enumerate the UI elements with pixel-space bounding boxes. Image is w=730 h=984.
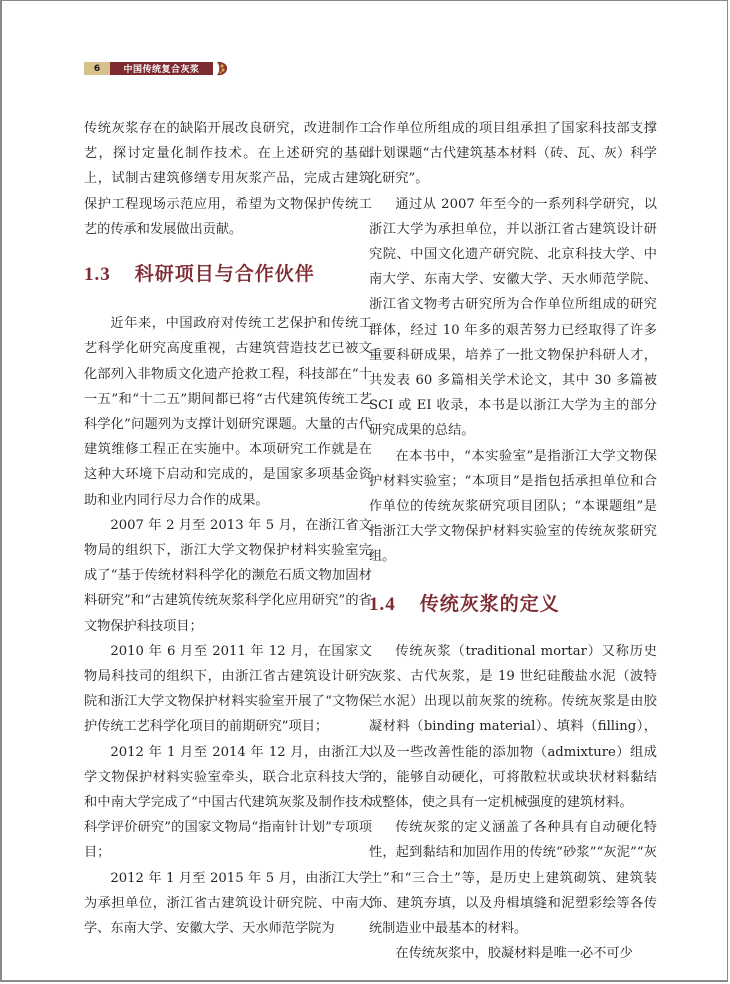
section-heading-1-3 (84, 262, 372, 287)
paragraph: 2012 年 1 月至 2014 年 12 月，由浙江大学文物保护材料实验室牵头，联合北京科技大学和中南大学完成了“中国古代建筑灰浆及制作技术科学评价研究”的国家文物局“指南针计划”专项项目； (84, 744, 372, 861)
book-title: 中国传统复合灰浆 (110, 62, 213, 75)
paragraph: 通过从 2007 年至今的一系列科学研究，以浙江大学为承担单位，并以浙江省古建筑设计研究院、中国文化遗产研究院、北京科技大学、中南大学、东南大学、安徽大学、天水师范学院、浙江省文物考古研究所为合作单位所组成的研究群体，经过 10 年多的艰苦努力已经取得了许多重要科研成果，培养了一批文物保护科研人才，共发表 60 多篇相关学术论文，其中 30 多篇被 SCI 或 EI 收录，本书是以浙江大学为主的部分研究成果的总结。 (369, 196, 657, 439)
paragraph: 2007 年 2 月至 2013 年 5 月，在浙江省文物局的组织下，浙江大学文物保护材料实验室完成了“基于传统材料科学化的濒危石质文物加固材料研究”和“古建筑传统灰浆科学化应用研究”的省文物保护科技项目； (84, 517, 372, 634)
section-title: 传统灰浆的定义 (419, 592, 560, 615)
section-title: 科研项目与合作伙伴 (134, 263, 315, 286)
paragraph: 传统灰浆（traditional mortar）又称历史灰浆、古代灰浆，是 19 世纪硅酸盐水泥（波特兰水泥）出现以前灰浆的统称。传统灰浆是由胶凝材料（binding material）、填料（filling），以及一些改善性能的添加物（admixture）组成的，能够自动硬化，可将散粒状或块状材料黏结成整体，使之具有一定机械强度的建筑材料。 (369, 643, 657, 811)
page-number: 6 (84, 62, 110, 75)
running-head (84, 62, 226, 75)
paragraph: 近年来，中国政府对传统工艺保护和传统工艺科学化研究高度重视，古建筑营造技艺已被文化部列入非物质文化遗产抢救工程，科技部在“十一五”和“十二五”期间都已将“古代建筑传统工艺科学化”问题列为支撑计划研究课题。大量的古代建筑维修工程正在实施中。本项研究工作就是在这种大环境下启动和完成的，是国家多项基金资助和业内同行尽力合作的成果。 (84, 316, 372, 508)
paragraph: 在本书中，“本实验室”是指浙江大学文物保护材料实验室；“本项目”是指包括承担单位和合作单位的传统灰浆研究项目团队；“本课题组”是指浙江大学文物保护材料实验室的传统灰浆研究组。 (369, 448, 657, 565)
right-column (369, 116, 657, 967)
paragraph: 合作单位所组成的项目组承担了国家科技部支撑计划课题“古代建筑基本材料（砖、瓦、灰）科学化研究”。 (369, 121, 657, 187)
paragraph: 2012 年 1 月至 2015 年 5 月，由浙江大学为承担单位，浙江省古建筑设计研究院、中南大学、东南大学、安徽大学、天水师范学院为 (84, 870, 372, 937)
paragraph: 传统灰浆的定义涵盖了各种具有自动硬化特性，起到黏结和加固作用的传统“砂浆”“灰泥”“灰土”和“三合土”等，是历史上建筑砌筑、建筑装饰、建筑夯填，以及舟楫填缝和泥塑彩绘等各传统制造业中最基本的材料。 (369, 820, 657, 937)
paragraph: 在传统灰浆中，胶凝材料是唯一必不可少 (395, 946, 633, 962)
section-heading-1-4 (369, 592, 657, 617)
floral-ornament-icon (216, 62, 226, 75)
section-number: 1.4 (369, 593, 396, 615)
paragraph: 传统灰浆存在的缺陷开展改良研究，改进制作工艺，探讨定量化制作技术。在上述研究的基础上，试制古建筑修缮专用灰浆产品，完成古建筑保护工程现场示范应用，希望为文物保护传统工艺的传承和发展做出贡献。 (84, 121, 372, 237)
paragraph: 2010 年 6 月至 2011 年 12 月，在国家文物局科技司的组织下，由浙江省古建筑设计研究院和浙江大学文物保护材料实验室开展了“文物保护传统工艺科学化项目的前期研究”项目； (84, 643, 372, 735)
section-number: 1.3 (84, 264, 111, 286)
left-column (84, 116, 372, 941)
